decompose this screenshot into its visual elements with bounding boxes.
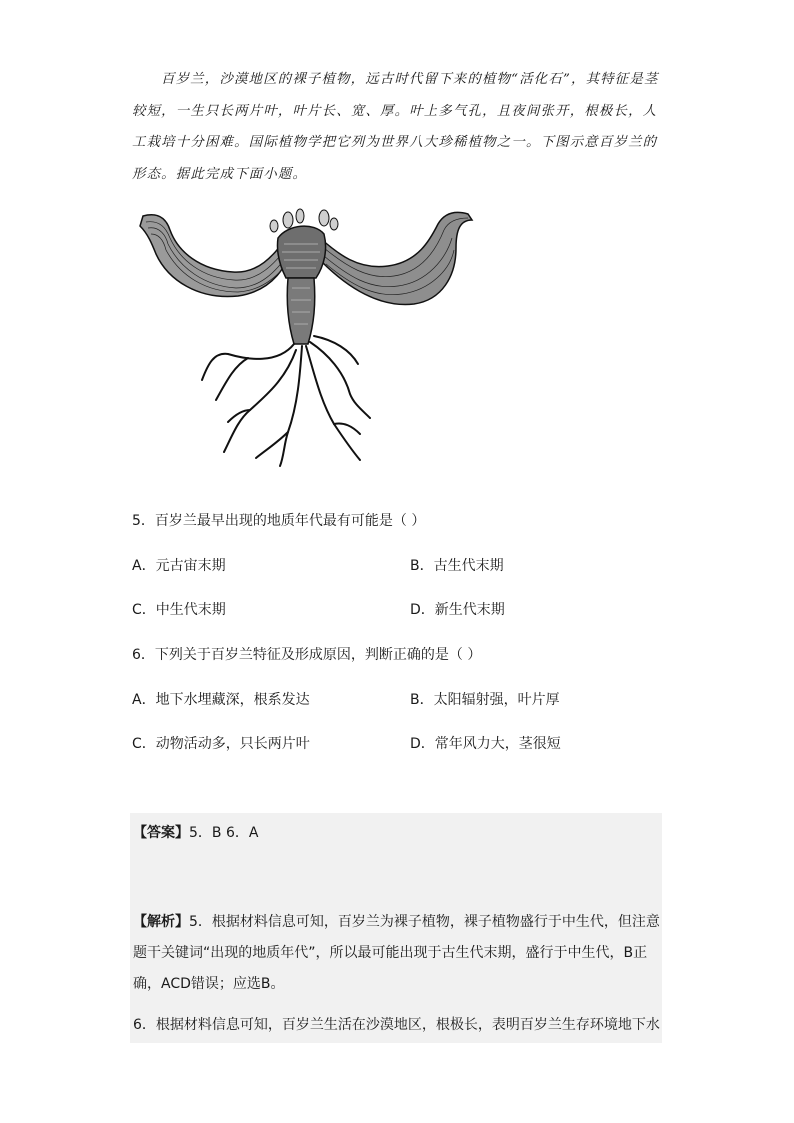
q5-option-c: C．中生代末期 [132, 602, 226, 618]
q6-option-c: C．动物活动多，只长两片叶 [132, 736, 310, 752]
answer-label: 【答案】 [133, 825, 189, 841]
q6-option-a: A．地下水埋藏深，根系发达 [132, 692, 310, 708]
welwitschia-plant-illustration [138, 204, 478, 474]
question-6-stem: 6．下列关于百岁兰特征及形成原因，判断正确的是（ ） [132, 647, 482, 663]
q5-option-a: A．元古宙末期 [132, 558, 226, 574]
answer-line [133, 822, 258, 842]
analysis-text-1: 5．根据材料信息可知，百岁兰为裸子植物，裸子植物盛行于中生代，但注意题干关键词“出现的地质年代”，所以最可能出现于古生代末期，盛行于中生代，B正确，ACD错误；应选B。 [133, 914, 660, 992]
analysis-paragraph-1 [133, 907, 661, 1000]
analysis-paragraph-2: 6．根据材料信息可知，百岁兰生活在沙漠地区，根极长，表明百岁兰生存环境地下水 [133, 1017, 660, 1033]
question-5-stem: 5．百岁兰最早出现的地质年代最有可能是（ ） [132, 513, 426, 529]
intro-paragraph: 百岁兰，沙漠地区的裸子植物，远古时代留下来的植物“活化石”，其特征是茎较短，一生只长两片叶，叶片长、宽、厚。叶上多气孔，且夜间张开，根极长，人工栽培十分困难。国际植物学把它列为世界八大珍稀植物之一。下图示意百岁兰的形态。据此完成下面小题。 [132, 72, 659, 182]
q5-option-b: B．古生代末期 [410, 558, 504, 574]
q5-option-d: D．新生代末期 [410, 602, 505, 618]
q6-option-d: D．常年风力大，茎很短 [410, 736, 561, 752]
analysis-label: 【解析】 [133, 914, 189, 930]
answer-text: 5．B 6．A [189, 825, 259, 841]
q6-option-b: B．太阳辐射强，叶片厚 [410, 692, 560, 708]
